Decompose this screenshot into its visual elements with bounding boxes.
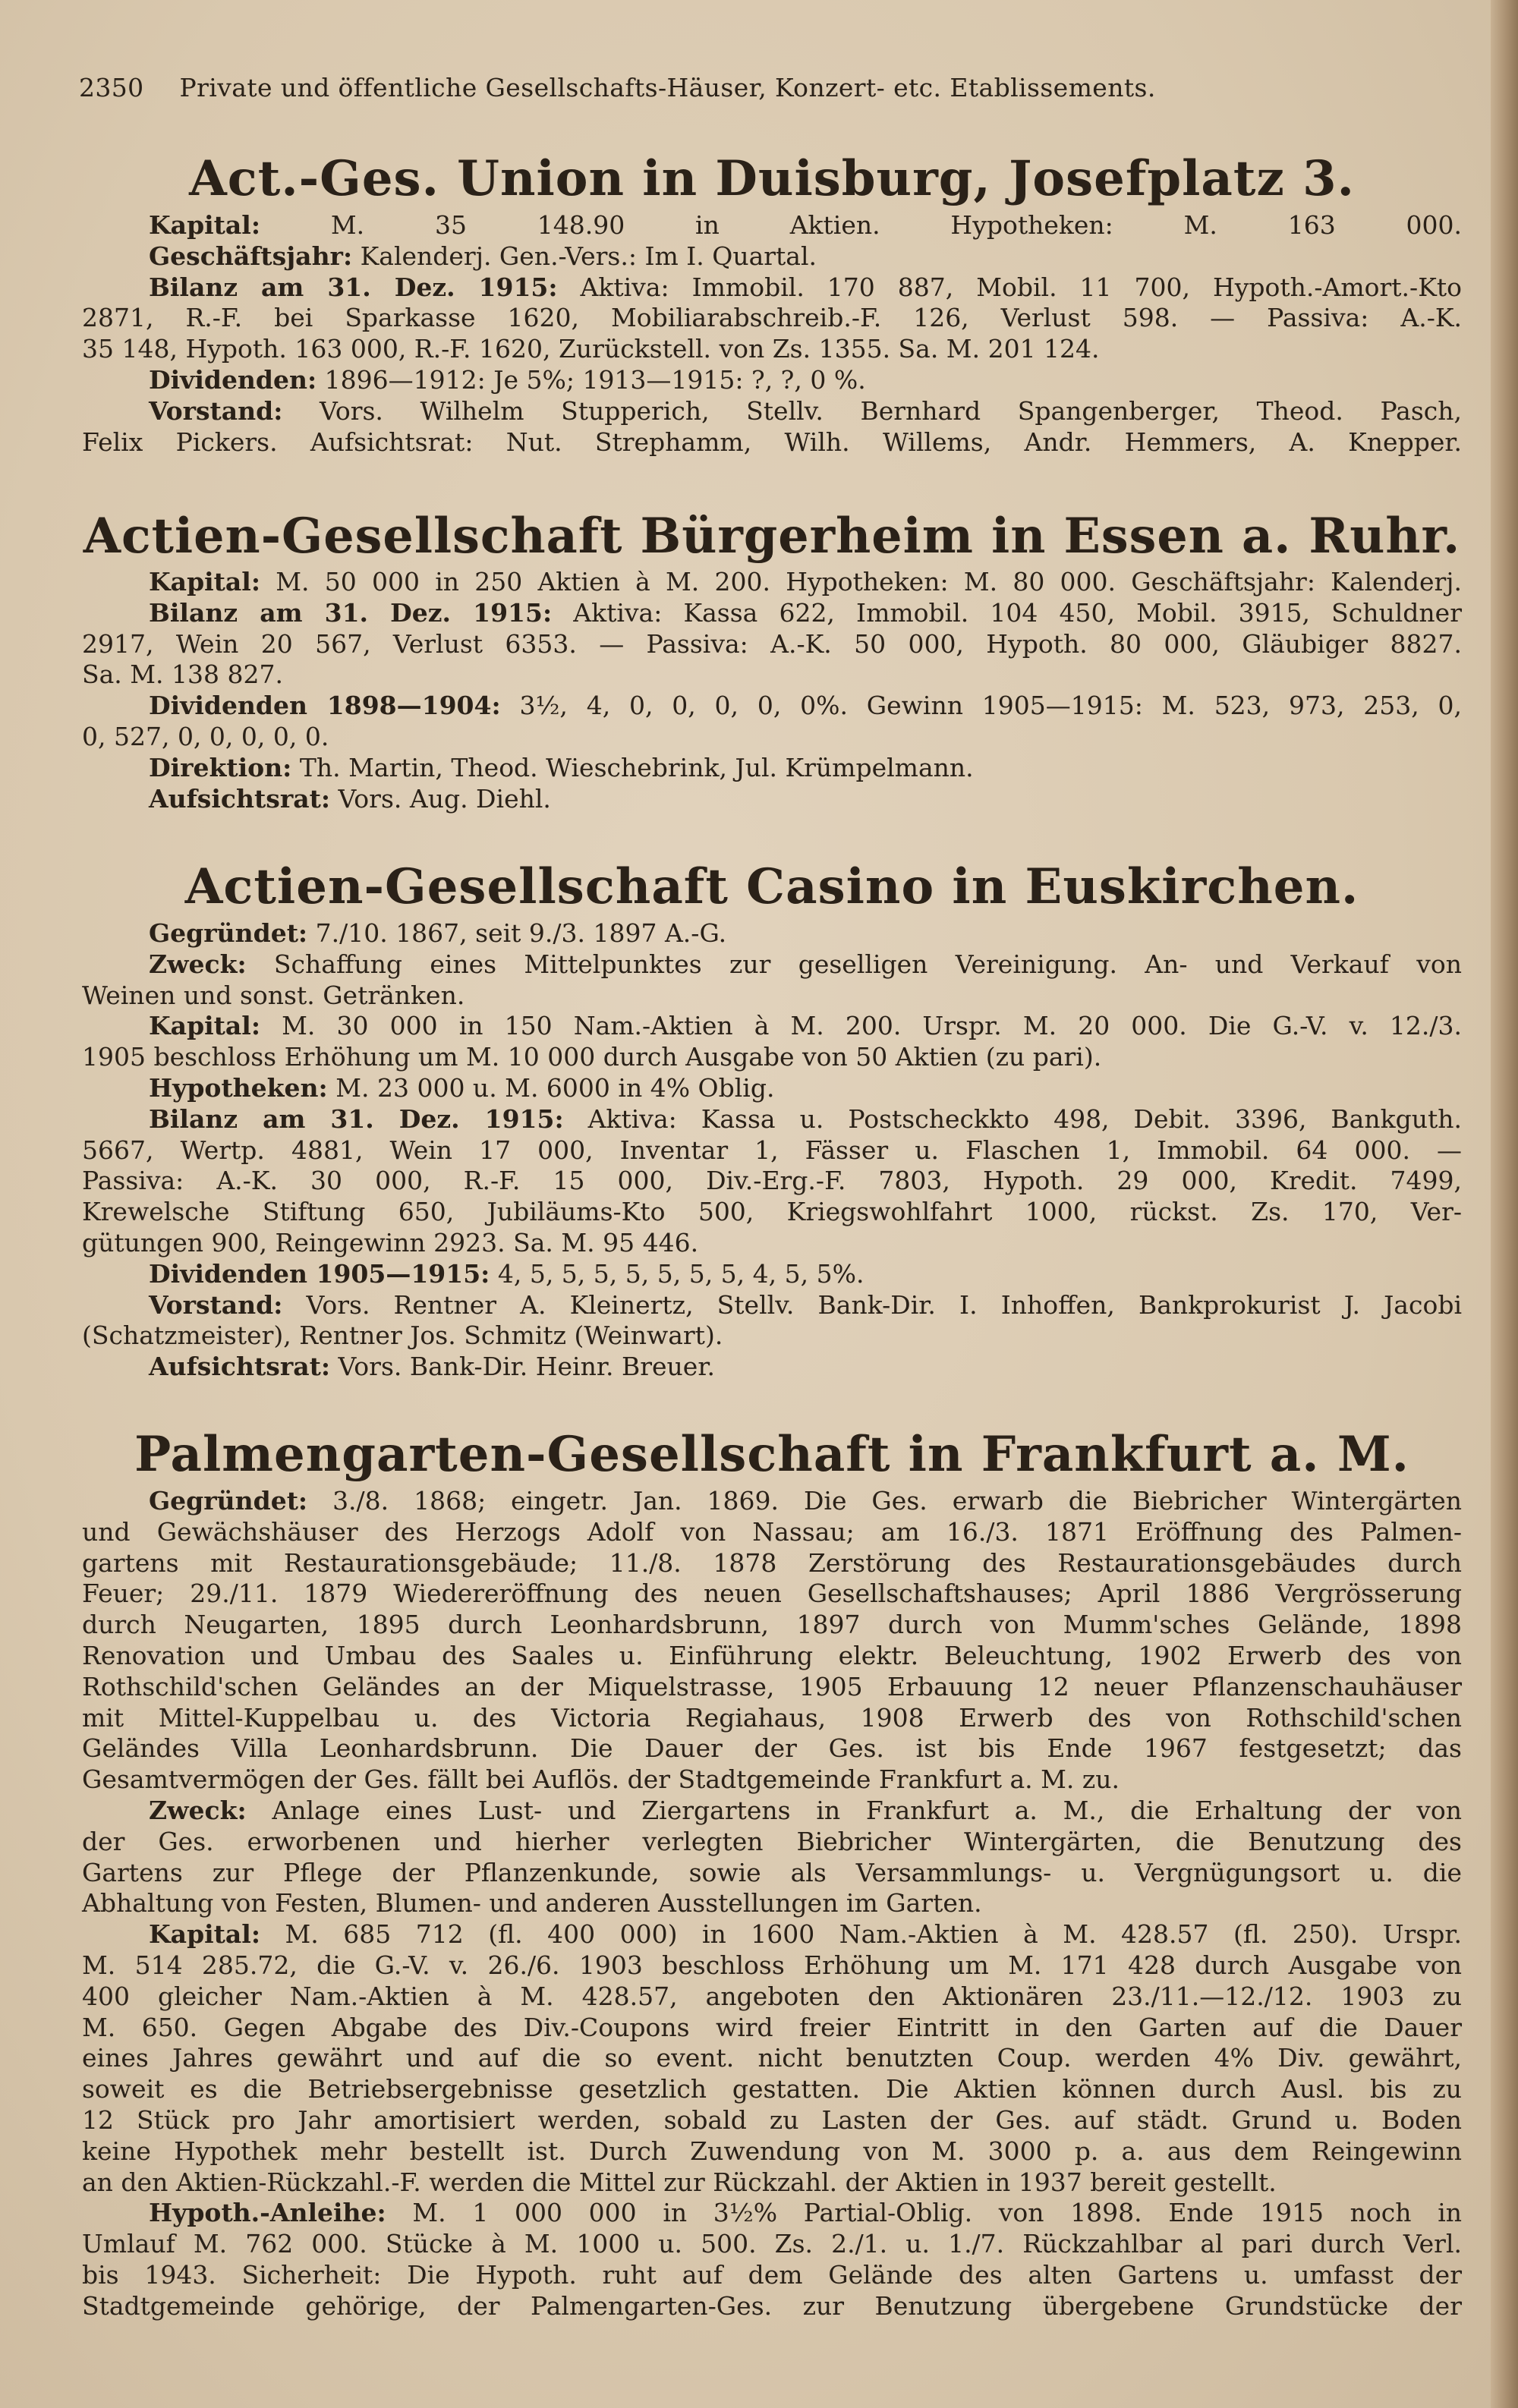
text-line: bis 1943. Sicherheit: Die Hypoth. ruht auf dem Gelände des alten Gartens u. umfasst der: [82, 2259, 1462, 2290]
section-palmengarten-frankfurt: [82, 1424, 1462, 2322]
page-number: 2350: [79, 73, 144, 102]
text-line: Hypoth.-Anleihe: M. 1 000 000 in 3½% Partial-Oblig. von 1898. Ende 1915 noch in: [149, 2198, 1462, 2228]
section-body: [82, 918, 1462, 1383]
text-line: Geländes Villa Leonhardsbrunn. Die Dauer der Ges. ist bis Ende 1967 festgesetzt; das: [82, 1733, 1462, 1764]
text-line: Gesamtvermögen der Ges. fällt bei Auflös. der Stadtgemeinde Frankfurt a. M. zu.: [82, 1764, 1120, 1795]
text-line: Kapital: M. 685 712 (fl. 400 000) in 1600 Nam.-Aktien à M. 428.57 (fl. 250). Urspr.: [149, 1919, 1462, 1950]
section-title: Actien-Gesellschaft Bürgerheim in Essen a. Ruhr.: [83, 507, 1461, 564]
text-line: 12 Stück pro Jahr amortisiert werden, sobald zu Lasten der Ges. auf städt. Grund u. Boden: [82, 2104, 1462, 2135]
text-line: Kapital: M. 30 000 in 150 Nam.-Aktien à M. 200. Urspr. M. 20 000. Die G.-V. v. 12./3.: [149, 1011, 1462, 1041]
text-line: der Ges. erworbenen und hierher verlegten Biebricher Wintergärten, die Benutzung des: [82, 1826, 1462, 1856]
section-title: Actien-Gesellschaft Casino in Euskirchen.: [184, 858, 1359, 915]
page-edge: [1491, 0, 1518, 2408]
text-line: Stadtgemeinde gehörige, der Palmengarten-Ges. zur Benutzung übergebene Grundstücke der: [82, 2290, 1462, 2321]
text-line: 1905 beschloss Erhöhung um M. 10 000 durch Ausgabe von 50 Aktien (zu pari).: [82, 1042, 1102, 1072]
text-line: keine Hypothek mehr bestellt ist. Durch Zuwendung von M. 3000 p. a. aus dem Reingewinn: [82, 2136, 1462, 2166]
text-line: Dividenden: 1896—1912: Je 5%; 1913—1915: ?, ?, 0 %.: [149, 364, 866, 395]
text-line: soweit es die Betriebsergebnisse gesetzlich gestatten. Die Aktien können durch Ausl. bis zu: [82, 2074, 1462, 2104]
text-line: eines Jahres gewährt und auf die so event. nicht benutzten Coup. werden 4% Div. gewährt,: [82, 2043, 1462, 2073]
text-line: Gegründet: 7./10. 1867, seit 9./3. 1897 A.-G.: [149, 918, 727, 948]
text-line: Dividenden 1898—1904: 3½, 4, 0, 0, 0, 0, 0%. Gewinn 1905—1915: M. 523, 973, 253, 0,: [149, 691, 1462, 721]
text-line: durch Neugarten, 1895 durch Leonhardsbrunn, 1897 durch von Mumm'sches Gelände, 1898: [82, 1610, 1462, 1640]
text-line: an den Aktien-Rückzahl.-F. werden die Mittel zur Rückzahl. der Aktien in 1937 bereit gestellt.: [82, 2167, 1277, 2197]
section-buergerheim-essen: [82, 505, 1462, 814]
text-line: 400 gleicher Nam.-Aktien à M. 428.57, angeboten den Aktionären 23./11.—12./12. 1903 zu: [82, 1981, 1462, 2011]
section-casino-euskirchen: [82, 856, 1462, 1383]
text-line: mit Mittel-Kuppelbau u. des Victoria Regiahaus, 1908 Erwerb des von Rothschild'schen: [82, 1702, 1462, 1733]
text-line: und Gewächshäuser des Herzogs Adolf von Nassau; am 16./3. 1871 Eröffnung des Palmen-: [82, 1516, 1462, 1547]
text-line: gütungen 900, Reingewinn 2923. Sa. M. 95 446.: [82, 1227, 699, 1258]
text-line: M. 650. Gegen Abgabe des Div.-Coupons wird freier Eintritt in den Garten auf die Dauer: [82, 2012, 1462, 2042]
text-line: Abhaltung von Festen, Blumen- und anderen Ausstellungen im Garten.: [82, 1888, 982, 1919]
section-title: Act.-Ges. Union in Duisburg, Josefplatz 3.: [189, 150, 1355, 207]
section-union-duisburg: [82, 148, 1462, 458]
text-line: Kapital: M. 35 148.90 in Aktien. Hypotheken: M. 163 000.: [149, 210, 1462, 240]
text-line: Aufsichtsrat: Vors. Bank-Dir. Heinr. Breuer.: [149, 1352, 715, 1382]
text-line: 0, 527, 0, 0, 0, 0, 0.: [82, 721, 329, 751]
text-line: Passiva: A.-K. 30 000, R.-F. 15 000, Div.-Erg.-F. 7803, Hypoth. 29 000, Kredit. 7499,: [82, 1166, 1462, 1196]
text-line: Vorstand: Vors. Rentner A. Kleinertz, Stellv. Bank-Dir. I. Inhoffen, Bankprokurist J. Jacobi: [149, 1289, 1462, 1320]
text-line: Weinen und sonst. Getränken.: [82, 980, 465, 1010]
section-body: [82, 1486, 1462, 2322]
text-line: Zweck: Anlage eines Lust- und Ziergartens in Frankfurt a. M., die Erhaltung der von: [149, 1795, 1462, 1825]
text-line: Sa. M. 138 827.: [82, 659, 283, 690]
text-line: 35 148, Hypoth. 163 000, R.-F. 1620, Zurückstell. von Zs. 1355. Sa. M. 201 124.: [82, 334, 1100, 364]
text-line: 5667, Wertp. 4881, Wein 17 000, Inventar 1, Fässer u. Flaschen 1, Immobil. 64 000. —: [82, 1135, 1462, 1165]
text-line: Bilanz am 31. Dez. 1915: Aktiva: Kassa u. Postscheckkto 498, Debit. 3396, Bankguth.: [149, 1103, 1462, 1134]
text-line: Gartens zur Pflege der Pflanzenkunde, sowie als Versammlungs- u. Vergnügungsort u. die: [82, 1857, 1462, 1887]
text-line: Kapital: M. 50 000 in 250 Aktien à M. 200. Hypotheken: M. 80 000. Geschäftsjahr: Kalenderj.: [149, 567, 1462, 596]
text-line: (Schatzmeister), Rentner Jos. Schmitz (Weinwart).: [82, 1320, 723, 1351]
text-line: Direktion: Th. Martin, Theod. Wieschebrink, Jul. Krümpelmann.: [149, 752, 974, 782]
text-line: Dividenden 1905—1915: 4, 5, 5, 5, 5, 5, 5, 5, 4, 5, 5%.: [149, 1258, 865, 1289]
running-head: [79, 73, 1430, 102]
text-line: Renovation und Umbau des Saales u. Einführung elektr. Beleuchtung, 1902 Erwerb des von: [82, 1640, 1462, 1670]
running-title: Private und öffentliche Gesellschafts-Häuser, Konzert- etc. Etablissements.: [179, 73, 1156, 102]
text-line: Feuer; 29./11. 1879 Wiedereröffnung des neuen Gesellschaftshauses; April 1886 Vergrösserung: [82, 1579, 1462, 1609]
text-line: Bilanz am 31. Dez. 1915: Aktiva: Immobil. 170 887, Mobil. 11 700, Hypoth.-Amort.-Kto: [149, 272, 1462, 302]
section-body: [82, 210, 1462, 458]
text-line: 2917, Wein 20 567, Verlust 6353. — Passiva: A.-K. 50 000, Hypoth. 80 000, Gläubiger 8827.: [82, 628, 1462, 659]
text-line: Zweck: Schaffung eines Mittelpunktes zur geselligen Vereinigung. An- und Verkauf von: [149, 949, 1462, 979]
text-line: Krewelsche Stiftung 650, Jubiläums-Kto 500, Kriegswohlfahrt 1000, rückst. Zs. 170, Ver-: [82, 1197, 1462, 1227]
text-line: Felix Pickers. Aufsichtsrat: Nut. Strephamm, Wilh. Willems, Andr. Hemmers, A. Knepper.: [82, 427, 1462, 457]
text-line: Rothschild'schen Geländes an der Miquelstrasse, 1905 Erbauung 12 neuer Pflanzenschauhäuser: [82, 1671, 1462, 1701]
text-line: Umlauf M. 762 000. Stücke à M. 1000 u. 500. Zs. 2./1. u. 1./7. Rückzahlbar al pari durch Verl.: [82, 2229, 1462, 2259]
text-line: gartens mit Restaurationsgebäude; 11./8. 1878 Zerstörung des Restaurationsgebäudes durch: [82, 1547, 1462, 1578]
text-line: M. 514 285.72, die G.-V. v. 26./6. 1903 beschloss Erhöhung um M. 171 428 durch Ausgabe von: [82, 1950, 1462, 1980]
text-line: Gegründet: 3./8. 1868; eingetr. Jan. 1869. Die Ges. erwarb die Biebricher Wintergärten: [149, 1486, 1462, 1516]
section-body: [82, 567, 1462, 814]
text-line: 2871, R.-F. bei Sparkasse 1620, Mobiliarabschreib.-F. 126, Verlust 598. — Passiva: A.-K.: [82, 303, 1462, 333]
text-line: Geschäftsjahr: Kalenderj. Gen.-Vers.: Im I. Quartal.: [149, 241, 817, 271]
text-line: Hypotheken: M. 23 000 u. M. 6000 in 4% Oblig.: [149, 1072, 775, 1103]
section-title: Palmengarten-Gesellschaft in Frankfurt a. M.: [134, 1426, 1409, 1483]
text-line: Aufsichtsrat: Vors. Aug. Diehl.: [149, 783, 551, 814]
text-line: Bilanz am 31. Dez. 1915: Aktiva: Kassa 622, Immobil. 104 450, Mobil. 3915, Schuldner: [149, 597, 1462, 628]
text-line: Vorstand: Vors. Wilhelm Stupperich, Stellv. Bernhard Spangenberger, Theod. Pasch,: [149, 395, 1462, 426]
